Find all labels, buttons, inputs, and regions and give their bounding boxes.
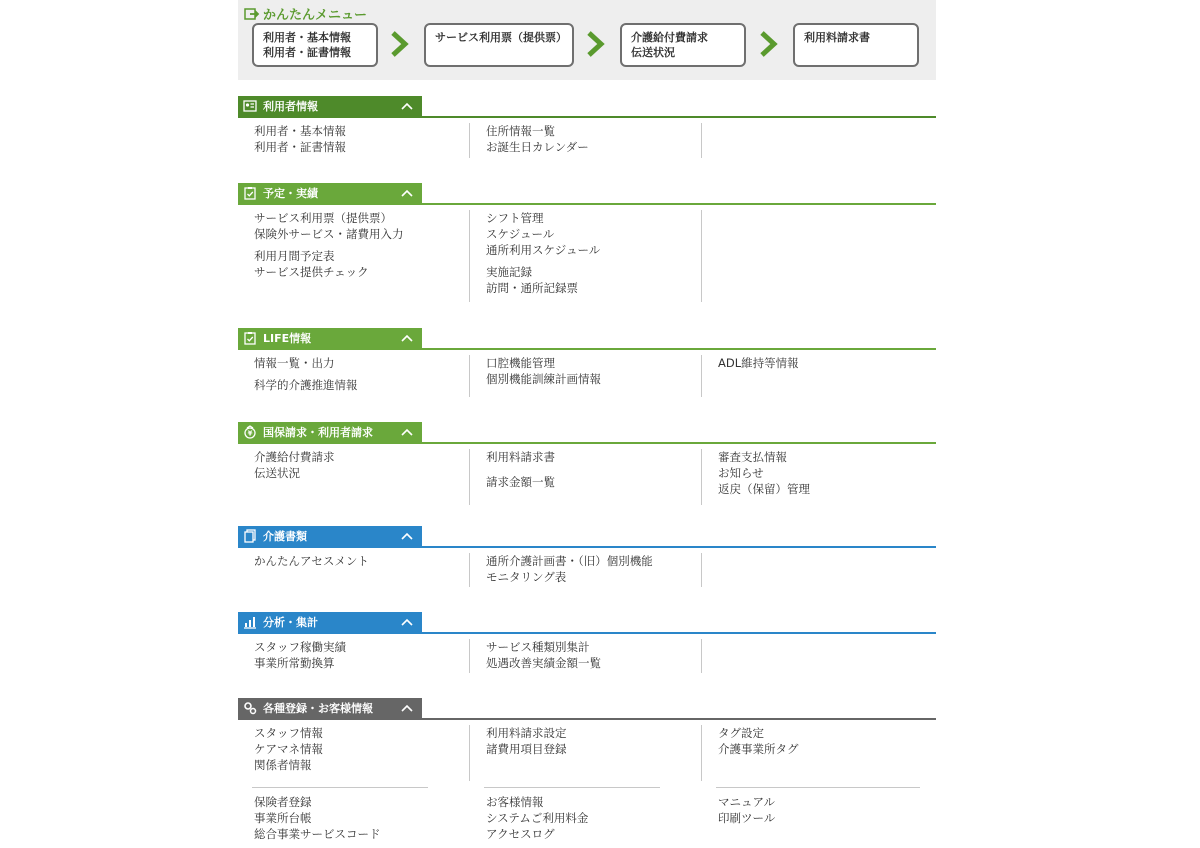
menu-link-oral-function[interactable]: 口腔機能管理 (486, 356, 555, 370)
menu-column (238, 355, 470, 397)
chevron-right-icon (389, 30, 411, 58)
menu-link-care-benefit-billing[interactable]: 介護給付費請求 (254, 450, 335, 464)
section-header (238, 183, 936, 205)
chevron-up-icon[interactable] (400, 615, 414, 629)
menu-link-service-type-summary[interactable]: サービス種類別集計 (486, 640, 590, 654)
menu-link-info-list-output[interactable]: 情報一覧・出力 (254, 356, 335, 370)
clipboard-check-icon (243, 331, 257, 345)
divider (716, 787, 920, 788)
section-title: LIFE情報 (263, 332, 312, 345)
section-header (238, 526, 936, 548)
quick-step-care-billing[interactable] (620, 23, 746, 67)
menu-column (470, 355, 702, 397)
coin-bag-icon (243, 425, 257, 439)
menu-column (238, 794, 470, 846)
section-title: 介護書類 (263, 530, 307, 543)
id-card-icon (243, 99, 257, 113)
menu-link-schedule[interactable]: スケジュール (486, 227, 555, 241)
section-registration (238, 698, 936, 848)
section-billing (238, 422, 936, 512)
menu-link-usage-invoice[interactable]: 利用料請求書 (486, 450, 555, 464)
menu-link-print-tool[interactable]: 印刷ツール (718, 811, 776, 825)
section-care-docs (238, 526, 936, 591)
divider (252, 787, 428, 788)
menu-link-comprehensive-service-code[interactable]: 総合事業サービスコード (254, 827, 381, 841)
quick-step-label: 伝送状況 (631, 46, 675, 59)
menu-column (470, 639, 702, 673)
quick-step-user-info[interactable] (252, 23, 378, 67)
quick-menu-title (244, 4, 367, 23)
menu-link-access-log[interactable]: アクセスログ (486, 827, 555, 841)
menu-link-insurer-registration[interactable]: 保険者登録 (254, 795, 312, 809)
menu-link-individual-training-plan[interactable]: 個別機能訓練計画情報 (486, 372, 601, 386)
menu-link-office-ledger[interactable]: 事業所台帳 (254, 811, 312, 825)
section-schedule (238, 183, 936, 308)
chevron-up-icon[interactable] (400, 331, 414, 345)
menu-column (470, 123, 702, 158)
menu-link-staff-utilization[interactable]: スタッフ稼働実績 (254, 640, 346, 654)
menu-link-activity-record[interactable]: 実施記録 (486, 265, 532, 279)
menu-link-monthly-schedule[interactable]: 利用月間予定表 (254, 249, 335, 263)
menu-column (702, 794, 934, 846)
chevron-up-icon[interactable] (400, 701, 414, 715)
quick-step-usage-invoice[interactable] (793, 23, 919, 67)
menu-link-visit-record-sheet[interactable]: 訪問・通所記録票 (486, 281, 578, 295)
section-tab-analysis[interactable] (238, 612, 422, 632)
menu-link-expense-item-registration[interactable]: 諸費用項目登録 (486, 742, 567, 756)
chevron-right-icon (758, 30, 780, 58)
menu-link-monitoring-sheet[interactable]: モニタリング表 (486, 570, 567, 584)
menu-link-easy-assessment[interactable]: かんたんアセスメント (254, 554, 369, 568)
svg-text:¥: ¥ (247, 429, 253, 438)
menu-column (470, 449, 702, 505)
menu-link-fulltime-equivalent[interactable]: 事業所常勤換算 (254, 656, 335, 670)
clipboard-check-icon (243, 186, 257, 200)
quick-menu (238, 0, 936, 80)
section-title: 利用者情報 (263, 100, 318, 113)
menu-column (238, 639, 470, 673)
menu-link-transmission-status[interactable]: 伝送状況 (254, 466, 300, 480)
menu-link-shift-management[interactable]: シフト管理 (486, 211, 544, 225)
menu-link-scientific-care-info[interactable]: 科学的介護推進情報 (254, 378, 358, 392)
bar-chart-icon (243, 615, 257, 629)
menu-column (470, 210, 702, 302)
gears-icon (243, 701, 257, 715)
quick-step-label: 介護給付費請求 (631, 31, 708, 44)
menu-link-user-basic-info[interactable]: 利用者・基本情報 (254, 124, 346, 138)
menu-link-usage-billing-settings[interactable]: 利用料請求設定 (486, 726, 567, 740)
section-tab-schedule[interactable] (238, 183, 422, 203)
section-tab-life[interactable] (238, 328, 422, 348)
menu-column (238, 123, 470, 158)
menu-link-service-check[interactable]: サービス提供チェック (254, 265, 369, 279)
menu-column (470, 794, 702, 846)
menu-link-staff-info[interactable]: スタッフ情報 (254, 726, 323, 740)
section-title: 予定・実績 (263, 187, 318, 200)
section-tab-user-info[interactable] (238, 96, 422, 116)
arrow-right-box-icon (244, 7, 260, 21)
menu-link-review-payment-info[interactable]: 審査支払情報 (718, 450, 787, 464)
chevron-up-icon[interactable] (400, 99, 414, 113)
chevron-right-icon (585, 30, 607, 58)
chevron-up-icon[interactable] (400, 425, 414, 439)
menu-link-service-usage-sheet[interactable]: サービス利用票（提供票） (254, 211, 392, 225)
menu-column (238, 449, 470, 505)
section-life (238, 328, 936, 403)
menu-link-user-certificate-info[interactable]: 利用者・証書情報 (254, 140, 346, 154)
section-header (238, 612, 936, 634)
section-title: 国保請求・利用者請求 (263, 426, 373, 439)
menu-link-adl-info[interactable]: ADL維持等情報 (718, 356, 799, 370)
menu-link-non-insured-services[interactable]: 保険外サービス・諸費用入力 (254, 227, 404, 241)
section-analysis (238, 612, 936, 677)
quick-step-label: 利用者・証書情報 (263, 46, 351, 59)
menu-column (470, 553, 702, 587)
menu-link-manual[interactable]: マニュアル (718, 795, 776, 809)
main-menu (238, 0, 936, 841)
menu-link-tag-settings[interactable]: タグ設定 (718, 726, 764, 740)
quick-menu-title-text: かんたんメニュー (263, 8, 368, 23)
section-tab-care-docs[interactable] (238, 526, 422, 546)
documents-icon (243, 529, 257, 543)
quick-step-service-usage[interactable] (424, 23, 574, 67)
quick-step-label: 利用者・基本情報 (263, 31, 351, 44)
menu-column (238, 725, 470, 781)
quick-step-label: サービス利用票（提供票） (435, 31, 567, 44)
menu-link-birthday-calendar[interactable]: お誕生日カレンダー (486, 140, 589, 154)
menu-link-billing-amount-list[interactable]: 請求金額一覧 (486, 475, 555, 489)
menu-column (238, 553, 470, 587)
section-header (238, 328, 936, 350)
menu-column (702, 725, 934, 781)
section-user-info (238, 96, 936, 166)
menu-column (702, 449, 934, 505)
menu-link-daycare-schedule[interactable]: 通所利用スケジュール (486, 243, 601, 257)
menu-link-treatment-improvement-list[interactable]: 処遇改善実績金額一覧 (486, 656, 601, 670)
menu-link-daycare-plan[interactable]: 通所介護計画書・（旧）個別機能 (486, 554, 653, 568)
section-header (238, 422, 936, 444)
quick-step-label: 利用料請求書 (804, 31, 870, 44)
menu-link-caremanager-info[interactable]: ケアマネ情報 (254, 742, 323, 756)
section-tab-registration[interactable] (238, 698, 422, 718)
menu-column (470, 725, 702, 781)
menu-link-system-fee[interactable]: システムご利用料金 (486, 811, 589, 825)
chevron-up-icon[interactable] (400, 529, 414, 543)
divider (484, 787, 660, 788)
menu-link-return-management[interactable]: 返戻（保留）管理 (718, 482, 810, 496)
menu-column (238, 210, 470, 302)
section-header (238, 698, 936, 720)
menu-link-notices[interactable]: お知らせ (718, 466, 764, 480)
section-title: 各種登録・お客様情報 (263, 702, 373, 715)
menu-column (702, 355, 934, 397)
menu-link-related-person-info[interactable]: 関係者情報 (254, 758, 312, 772)
chevron-up-icon[interactable] (400, 186, 414, 200)
menu-link-customer-info[interactable]: お客様情報 (486, 795, 544, 809)
menu-link-care-office-tag[interactable]: 介護事業所タグ (718, 742, 799, 756)
section-tab-billing[interactable] (238, 422, 422, 442)
menu-link-address-list[interactable]: 住所情報一覧 (486, 124, 555, 138)
section-title: 分析・集計 (263, 616, 318, 629)
section-header (238, 96, 936, 118)
